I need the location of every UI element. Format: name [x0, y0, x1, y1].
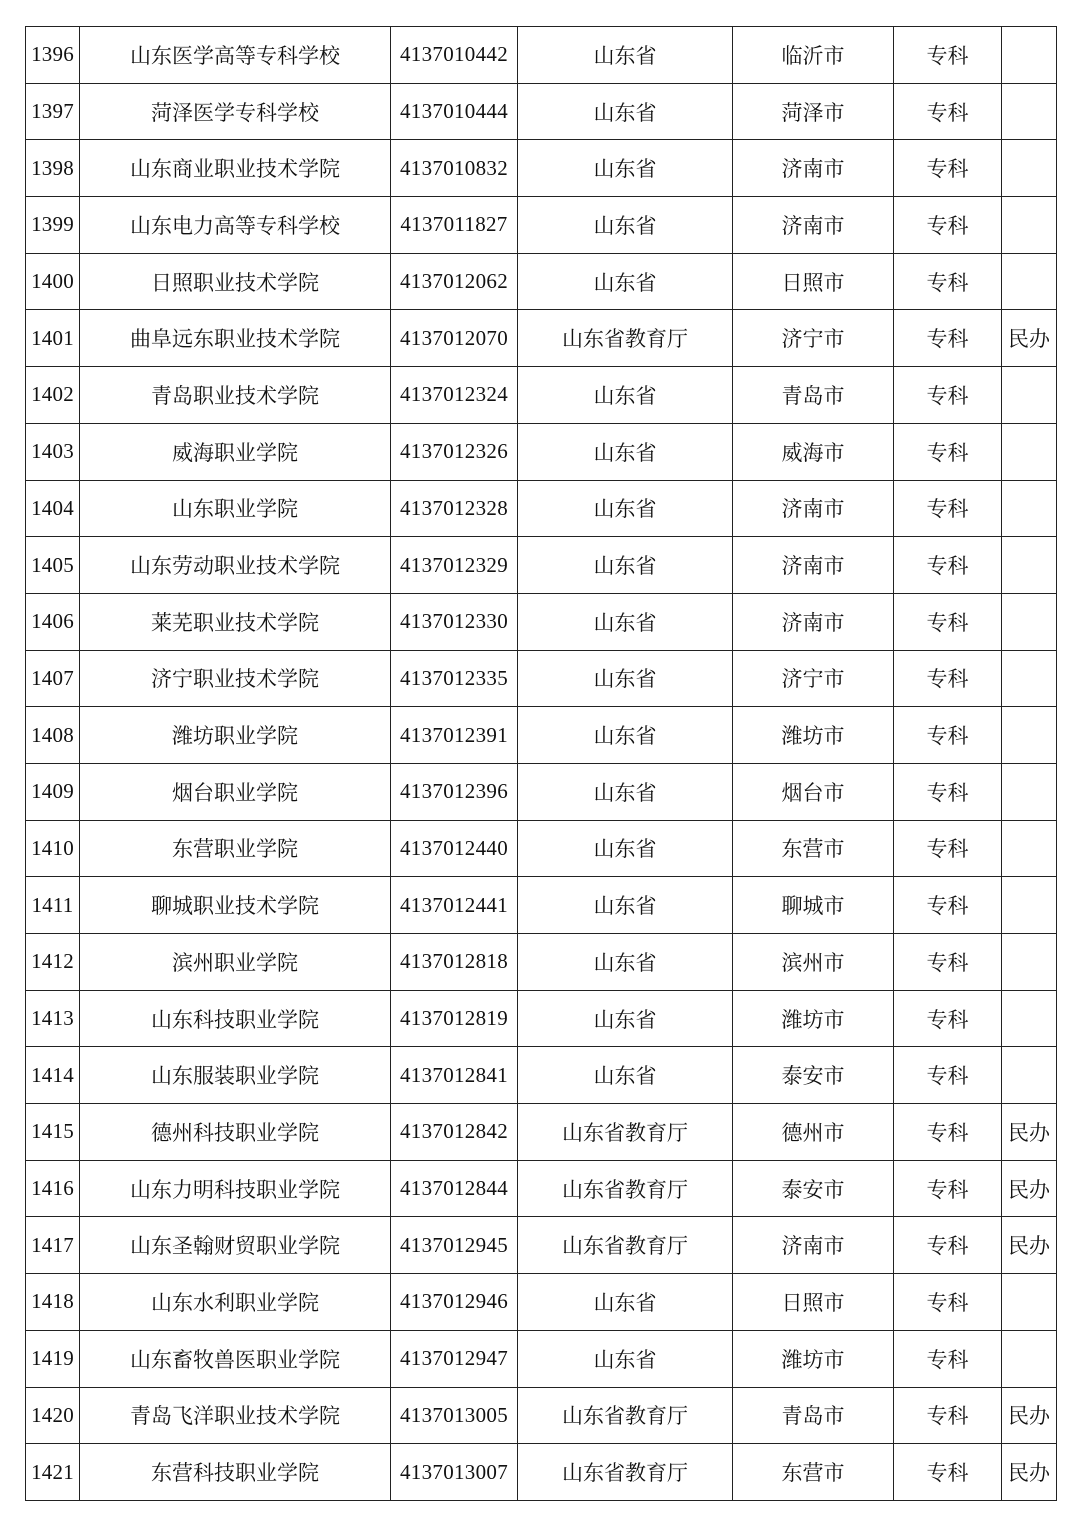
city-cell: 滨州市 — [733, 934, 894, 991]
level-cell: 专科 — [894, 1330, 1002, 1387]
school-name-cell: 青岛职业技术学院 — [80, 367, 391, 424]
city-cell: 聊城市 — [733, 877, 894, 934]
row-number-cell: 1408 — [26, 707, 80, 764]
remark-cell — [1002, 763, 1057, 820]
school-name-cell: 东营职业学院 — [80, 820, 391, 877]
table-row — [26, 423, 1057, 480]
remark-cell: 民办 — [1002, 1217, 1057, 1274]
level-cell: 专科 — [894, 990, 1002, 1047]
city-cell: 济宁市 — [733, 650, 894, 707]
row-number-cell: 1415 — [26, 1104, 80, 1161]
school-name-cell: 济宁职业技术学院 — [80, 650, 391, 707]
table-row — [26, 1387, 1057, 1444]
city-cell: 济宁市 — [733, 310, 894, 367]
school-code-cell: 4137012324 — [391, 367, 518, 424]
school-name-cell: 潍坊职业学院 — [80, 707, 391, 764]
remark-cell — [1002, 990, 1057, 1047]
school-code-cell: 4137012844 — [391, 1160, 518, 1217]
table-row — [26, 1217, 1057, 1274]
table-row — [26, 1274, 1057, 1331]
level-cell: 专科 — [894, 763, 1002, 820]
city-cell: 烟台市 — [733, 763, 894, 820]
remark-cell — [1002, 707, 1057, 764]
authority-cell: 山东省 — [518, 537, 733, 594]
remark-cell — [1002, 1330, 1057, 1387]
authority-cell: 山东省教育厅 — [518, 1217, 733, 1274]
table-row — [26, 367, 1057, 424]
school-code-cell: 4137012945 — [391, 1217, 518, 1274]
table-row — [26, 480, 1057, 537]
authority-cell: 山东省教育厅 — [518, 1387, 733, 1444]
school-name-cell: 山东劳动职业技术学院 — [80, 537, 391, 594]
table-row — [26, 820, 1057, 877]
city-cell: 日照市 — [733, 1274, 894, 1331]
row-number-cell: 1404 — [26, 480, 80, 537]
row-number-cell: 1405 — [26, 537, 80, 594]
school-name-cell: 东营科技职业学院 — [80, 1444, 391, 1501]
authority-cell: 山东省 — [518, 593, 733, 650]
city-cell: 青岛市 — [733, 1387, 894, 1444]
row-number-cell: 1400 — [26, 253, 80, 310]
school-name-cell: 青岛飞洋职业技术学院 — [80, 1387, 391, 1444]
authority-cell: 山东省 — [518, 934, 733, 991]
level-cell: 专科 — [894, 820, 1002, 877]
remark-cell: 民办 — [1002, 310, 1057, 367]
table-row — [26, 1047, 1057, 1104]
school-code-cell: 4137012070 — [391, 310, 518, 367]
row-number-cell: 1399 — [26, 197, 80, 254]
row-number-cell: 1396 — [26, 27, 80, 84]
authority-cell: 山东省 — [518, 1047, 733, 1104]
row-number-cell: 1412 — [26, 934, 80, 991]
table-row — [26, 593, 1057, 650]
school-code-cell: 4137012328 — [391, 480, 518, 537]
remark-cell: 民办 — [1002, 1444, 1057, 1501]
table-row — [26, 990, 1057, 1047]
row-number-cell: 1398 — [26, 140, 80, 197]
level-cell: 专科 — [894, 1387, 1002, 1444]
level-cell: 专科 — [894, 83, 1002, 140]
authority-cell: 山东省教育厅 — [518, 1160, 733, 1217]
level-cell: 专科 — [894, 650, 1002, 707]
row-number-cell: 1411 — [26, 877, 80, 934]
row-number-cell: 1407 — [26, 650, 80, 707]
level-cell: 专科 — [894, 1160, 1002, 1217]
level-cell: 专科 — [894, 707, 1002, 764]
school-code-cell: 4137012841 — [391, 1047, 518, 1104]
remark-cell — [1002, 480, 1057, 537]
school-code-cell: 4137012329 — [391, 537, 518, 594]
row-number-cell: 1410 — [26, 820, 80, 877]
school-code-cell: 4137012842 — [391, 1104, 518, 1161]
table-row — [26, 934, 1057, 991]
remark-cell — [1002, 197, 1057, 254]
remark-cell — [1002, 83, 1057, 140]
level-cell: 专科 — [894, 367, 1002, 424]
school-list-table — [25, 26, 1057, 1501]
level-cell: 专科 — [894, 140, 1002, 197]
row-number-cell: 1414 — [26, 1047, 80, 1104]
table-row — [26, 763, 1057, 820]
remark-cell — [1002, 27, 1057, 84]
school-name-cell: 莱芜职业技术学院 — [80, 593, 391, 650]
level-cell: 专科 — [894, 27, 1002, 84]
level-cell: 专科 — [894, 310, 1002, 367]
school-code-cell: 4137012946 — [391, 1274, 518, 1331]
row-number-cell: 1401 — [26, 310, 80, 367]
row-number-cell: 1418 — [26, 1274, 80, 1331]
school-name-cell: 滨州职业学院 — [80, 934, 391, 991]
authority-cell: 山东省 — [518, 707, 733, 764]
table-row — [26, 707, 1057, 764]
school-code-cell: 4137012819 — [391, 990, 518, 1047]
remark-cell — [1002, 1274, 1057, 1331]
level-cell: 专科 — [894, 1217, 1002, 1274]
table-row — [26, 83, 1057, 140]
authority-cell: 山东省 — [518, 1274, 733, 1331]
table-row — [26, 877, 1057, 934]
school-code-cell: 4137010444 — [391, 83, 518, 140]
remark-cell: 民办 — [1002, 1387, 1057, 1444]
school-name-cell: 山东圣翰财贸职业学院 — [80, 1217, 391, 1274]
remark-cell — [1002, 367, 1057, 424]
remark-cell — [1002, 423, 1057, 480]
authority-cell: 山东省 — [518, 83, 733, 140]
school-code-cell: 4137012062 — [391, 253, 518, 310]
authority-cell: 山东省 — [518, 423, 733, 480]
city-cell: 威海市 — [733, 423, 894, 480]
table-row — [26, 1330, 1057, 1387]
level-cell: 专科 — [894, 877, 1002, 934]
authority-cell: 山东省教育厅 — [518, 310, 733, 367]
authority-cell: 山东省 — [518, 197, 733, 254]
authority-cell: 山东省 — [518, 140, 733, 197]
city-cell: 东营市 — [733, 820, 894, 877]
authority-cell: 山东省 — [518, 367, 733, 424]
authority-cell: 山东省 — [518, 763, 733, 820]
city-cell: 济南市 — [733, 1217, 894, 1274]
remark-cell — [1002, 934, 1057, 991]
level-cell: 专科 — [894, 1104, 1002, 1161]
school-list-table-wrapper — [25, 26, 1056, 1501]
school-code-cell: 4137012335 — [391, 650, 518, 707]
city-cell: 潍坊市 — [733, 1330, 894, 1387]
table-row — [26, 1160, 1057, 1217]
school-code-cell: 4137012440 — [391, 820, 518, 877]
school-name-cell: 山东服装职业学院 — [80, 1047, 391, 1104]
remark-cell — [1002, 593, 1057, 650]
level-cell: 专科 — [894, 480, 1002, 537]
city-cell: 德州市 — [733, 1104, 894, 1161]
remark-cell — [1002, 1047, 1057, 1104]
school-code-cell: 4137012947 — [391, 1330, 518, 1387]
row-number-cell: 1416 — [26, 1160, 80, 1217]
table-row — [26, 650, 1057, 707]
level-cell: 专科 — [894, 253, 1002, 310]
level-cell: 专科 — [894, 537, 1002, 594]
row-number-cell: 1402 — [26, 367, 80, 424]
city-cell: 东营市 — [733, 1444, 894, 1501]
school-code-cell: 4137012396 — [391, 763, 518, 820]
school-name-cell: 菏泽医学专科学校 — [80, 83, 391, 140]
city-cell: 青岛市 — [733, 367, 894, 424]
school-name-cell: 烟台职业学院 — [80, 763, 391, 820]
school-name-cell: 曲阜远东职业技术学院 — [80, 310, 391, 367]
city-cell: 日照市 — [733, 253, 894, 310]
school-name-cell: 山东力明科技职业学院 — [80, 1160, 391, 1217]
school-code-cell: 4137012330 — [391, 593, 518, 650]
row-number-cell: 1403 — [26, 423, 80, 480]
table-row — [26, 27, 1057, 84]
school-code-cell: 4137013005 — [391, 1387, 518, 1444]
city-cell: 菏泽市 — [733, 83, 894, 140]
school-name-cell: 日照职业技术学院 — [80, 253, 391, 310]
city-cell: 临沂市 — [733, 27, 894, 84]
school-name-cell: 山东商业职业技术学院 — [80, 140, 391, 197]
school-name-cell: 山东职业学院 — [80, 480, 391, 537]
remark-cell — [1002, 877, 1057, 934]
school-name-cell: 山东医学高等专科学校 — [80, 27, 391, 84]
table-row — [26, 253, 1057, 310]
city-cell: 济南市 — [733, 537, 894, 594]
remark-cell — [1002, 253, 1057, 310]
city-cell: 济南市 — [733, 140, 894, 197]
authority-cell: 山东省 — [518, 253, 733, 310]
authority-cell: 山东省 — [518, 480, 733, 537]
row-number-cell: 1413 — [26, 990, 80, 1047]
level-cell: 专科 — [894, 593, 1002, 650]
school-code-cell: 4137012391 — [391, 707, 518, 764]
remark-cell — [1002, 537, 1057, 594]
school-code-cell: 4137012441 — [391, 877, 518, 934]
row-number-cell: 1409 — [26, 763, 80, 820]
level-cell: 专科 — [894, 1444, 1002, 1501]
city-cell: 泰安市 — [733, 1047, 894, 1104]
table-row — [26, 1444, 1057, 1501]
table-row — [26, 1104, 1057, 1161]
row-number-cell: 1420 — [26, 1387, 80, 1444]
row-number-cell: 1419 — [26, 1330, 80, 1387]
school-code-cell: 4137010832 — [391, 140, 518, 197]
table-row — [26, 310, 1057, 367]
table-row — [26, 197, 1057, 254]
remark-cell — [1002, 650, 1057, 707]
table-row — [26, 537, 1057, 594]
authority-cell: 山东省 — [518, 820, 733, 877]
table-row — [26, 140, 1057, 197]
authority-cell: 山东省 — [518, 990, 733, 1047]
authority-cell: 山东省 — [518, 1330, 733, 1387]
level-cell: 专科 — [894, 1047, 1002, 1104]
authority-cell: 山东省教育厅 — [518, 1444, 733, 1501]
school-code-cell: 4137011827 — [391, 197, 518, 254]
school-name-cell: 山东水利职业学院 — [80, 1274, 391, 1331]
row-number-cell: 1421 — [26, 1444, 80, 1501]
school-name-cell: 聊城职业技术学院 — [80, 877, 391, 934]
school-code-cell: 4137013007 — [391, 1444, 518, 1501]
authority-cell: 山东省 — [518, 877, 733, 934]
row-number-cell: 1406 — [26, 593, 80, 650]
city-cell: 济南市 — [733, 593, 894, 650]
remark-cell — [1002, 140, 1057, 197]
school-code-cell: 4137010442 — [391, 27, 518, 84]
level-cell: 专科 — [894, 1274, 1002, 1331]
school-name-cell: 山东畜牧兽医职业学院 — [80, 1330, 391, 1387]
school-name-cell: 山东科技职业学院 — [80, 990, 391, 1047]
school-name-cell: 德州科技职业学院 — [80, 1104, 391, 1161]
authority-cell: 山东省 — [518, 27, 733, 84]
authority-cell: 山东省 — [518, 650, 733, 707]
row-number-cell: 1417 — [26, 1217, 80, 1274]
row-number-cell: 1397 — [26, 83, 80, 140]
level-cell: 专科 — [894, 423, 1002, 480]
level-cell: 专科 — [894, 934, 1002, 991]
city-cell: 潍坊市 — [733, 990, 894, 1047]
authority-cell: 山东省教育厅 — [518, 1104, 733, 1161]
table-body — [26, 27, 1057, 1501]
school-name-cell: 威海职业学院 — [80, 423, 391, 480]
school-name-cell: 山东电力高等专科学校 — [80, 197, 391, 254]
city-cell: 泰安市 — [733, 1160, 894, 1217]
city-cell: 济南市 — [733, 197, 894, 254]
remark-cell: 民办 — [1002, 1104, 1057, 1161]
school-code-cell: 4137012818 — [391, 934, 518, 991]
city-cell: 潍坊市 — [733, 707, 894, 764]
city-cell: 济南市 — [733, 480, 894, 537]
remark-cell: 民办 — [1002, 1160, 1057, 1217]
school-code-cell: 4137012326 — [391, 423, 518, 480]
remark-cell — [1002, 820, 1057, 877]
level-cell: 专科 — [894, 197, 1002, 254]
